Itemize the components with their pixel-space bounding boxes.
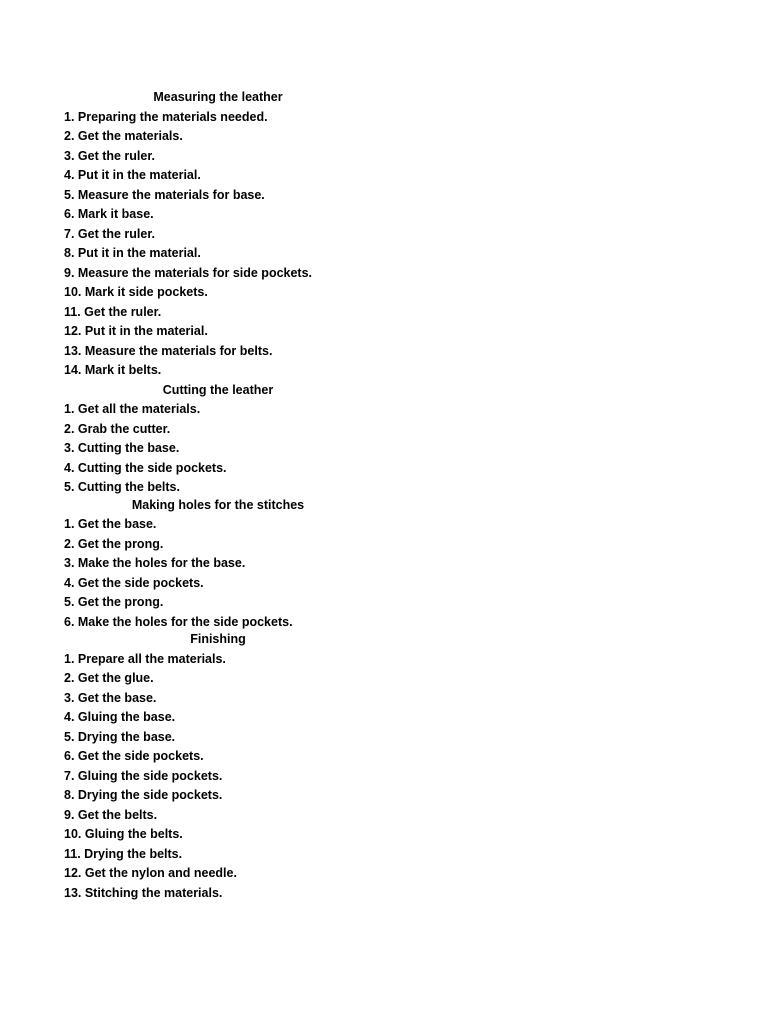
list-item: 7. Get the ruler. [64,226,156,241]
step-list [0,108,768,381]
list-item: 6. Get the side pockets. [64,749,204,763]
section-making-holes [0,496,768,633]
section-finishing [0,630,768,903]
list-item: 1. Prepare all the materials. [64,651,226,666]
list-item: 5. Get the prong. [64,595,164,609]
list-item: 11. Get the ruler. [64,304,162,319]
document-body [0,88,768,903]
section-title: Making holes for the stitches [131,497,305,512]
list-item: 5. Measure the materials for base. [64,187,265,202]
list-item: 2. Get the prong. [64,536,164,551]
list-item: 3. Make the holes for the base. [64,556,246,570]
list-item: 4. Cutting the side pockets. [64,460,227,475]
list-item: 5. Cutting the belts. [64,480,180,494]
list-item: 1. Get all the materials. [64,402,201,416]
list-item: 7. Gluing the side pockets. [64,768,223,783]
list-item: 13. Measure the materials for belts. [64,343,273,358]
list-item: 8. Drying the side pockets. [64,788,223,802]
step-list [0,515,768,632]
list-item: 13. Stitching the materials. [64,885,223,900]
list-item: 2. Get the materials. [64,129,183,143]
list-item: 4. Get the side pockets. [64,575,204,590]
list-item: 5. Drying the base. [64,729,176,744]
list-item: 3. Get the base. [64,690,157,705]
step-list [0,650,768,904]
list-item: 14. Mark it belts. [64,363,162,377]
step-list [0,400,768,498]
section-measuring [0,88,768,381]
list-item: 6. Mark it base. [64,207,154,221]
section-title: Measuring the leather [153,90,283,104]
list-item: 9. Get the belts. [64,807,158,822]
list-item: 11. Drying the belts. [64,846,183,861]
list-item: 3. Cutting the base. [64,441,180,455]
list-item: 1. Preparing the materials needed. [64,109,268,124]
list-item: 1. Get the base. [64,517,157,531]
list-item: 8. Put it in the material. [64,246,201,260]
list-item: 2. Get the glue. [64,671,154,685]
list-item: 12. Get the nylon and needle. [64,866,237,880]
list-item: 6. Make the holes for the side pockets. [64,614,293,629]
list-item: 4. Gluing the base. [64,710,176,724]
section-title: Finishing [190,632,246,646]
list-item: 12. Put it in the material. [64,324,208,338]
list-item: 3. Get the ruler. [64,148,156,163]
section-title: Cutting the leather [162,382,274,397]
list-item: 2. Grab the cutter. [64,421,171,436]
list-item: 10. Gluing the belts. [64,827,183,841]
section-cutting [0,381,768,498]
list-item: 9. Measure the materials for side pockets. [64,265,313,280]
list-item: 10. Mark it side pockets. [64,285,208,299]
list-item: 4. Put it in the material. [64,168,201,182]
